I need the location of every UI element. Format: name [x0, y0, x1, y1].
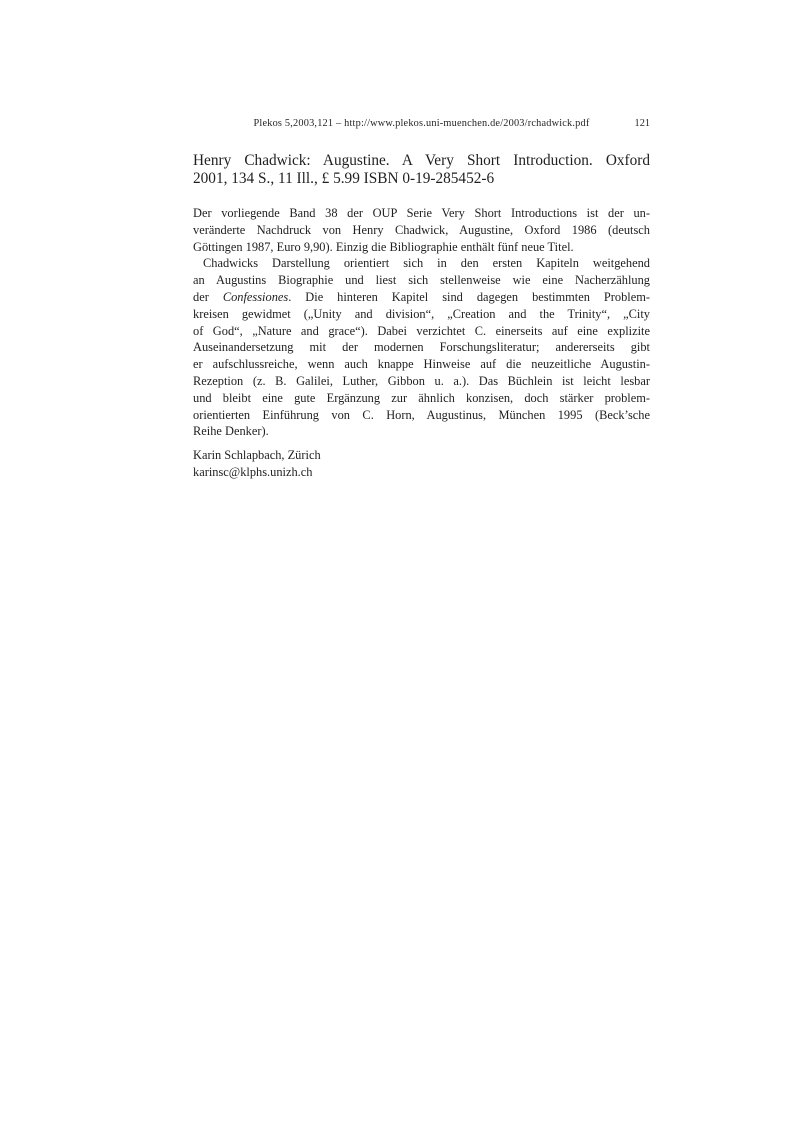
- text-line: Rezeption (z. B. Galilei, Luther, Gibbon u. a.). Das Büchlein ist leicht lesbar: [193, 373, 650, 388]
- paragraph: [193, 255, 650, 440]
- text-line: Göttingen 1987, Euro 9,90). Einzig die Bibliographie enthält fünf neue Titel.: [193, 239, 574, 254]
- text-line: of God“, „Nature and grace“). Dabei verzichtet C. einerseits auf eine explizite: [193, 323, 650, 338]
- review-title: [193, 152, 650, 188]
- text-line: [193, 289, 650, 306]
- review-body: [193, 205, 650, 440]
- paragraph: [193, 205, 650, 255]
- text-line: an Augustins Biographie und liest sich stellenweise wie eine Nacherzählung: [193, 273, 650, 288]
- header-citation: Plekos 5,2003,121 – http://www.plekos.uni-muenchen.de/2003/rchadwick.pdf: [253, 118, 590, 129]
- text-line: er aufschlussreiche, wenn auch knappe Hinweise auf die neuzeitliche Augustin-: [193, 357, 650, 372]
- text-line: 2001, 134 S., 11 Ill., £ 5.99 ISBN 0-19-285452-6: [193, 170, 495, 187]
- signature-email: karinsc@klphs.unizh.ch: [193, 464, 313, 479]
- running-header: [193, 117, 650, 130]
- signature-author: Karin Schlapbach, Zürich: [193, 448, 321, 462]
- header-page-number: 121: [634, 118, 650, 129]
- text-line: und bleibt eine gute Ergänzung zur ähnlich konzisen, doch stärker problem-: [193, 390, 650, 405]
- signature-block: [193, 447, 650, 481]
- plain-text: . Die hinteren Kapitel sind dagegen bestimmten Problem-: [288, 289, 651, 304]
- italic-text: Confessiones: [222, 289, 289, 304]
- text-line: veränderte Nachdruck von Henry Chadwick, Augustine, Oxford 1986 (deutsch: [193, 222, 650, 237]
- plain-text: der: [193, 289, 223, 304]
- text-line: orientierten Einführung von C. Horn, Augustinus, München 1995 (Beck’sche: [193, 407, 650, 422]
- text-line: Reihe Denker).: [193, 424, 269, 439]
- text-line: Auseinandersetzung mit der modernen Forschungsliteratur; andererseits gibt: [193, 340, 650, 355]
- text-line: kreisen gewidmet („Unity and division“, „Creation and the Trinity“, „City: [193, 306, 650, 321]
- text-line: Chadwicks Darstellung orientiert sich in den ersten Kapiteln weitgehend: [203, 256, 650, 271]
- text-line: Der vorliegende Band 38 der OUP Serie Very Short Introductions ist der un-: [193, 206, 650, 220]
- text-line: Henry Chadwick: Augustine. A Very Short Introduction. Oxford: [193, 152, 650, 169]
